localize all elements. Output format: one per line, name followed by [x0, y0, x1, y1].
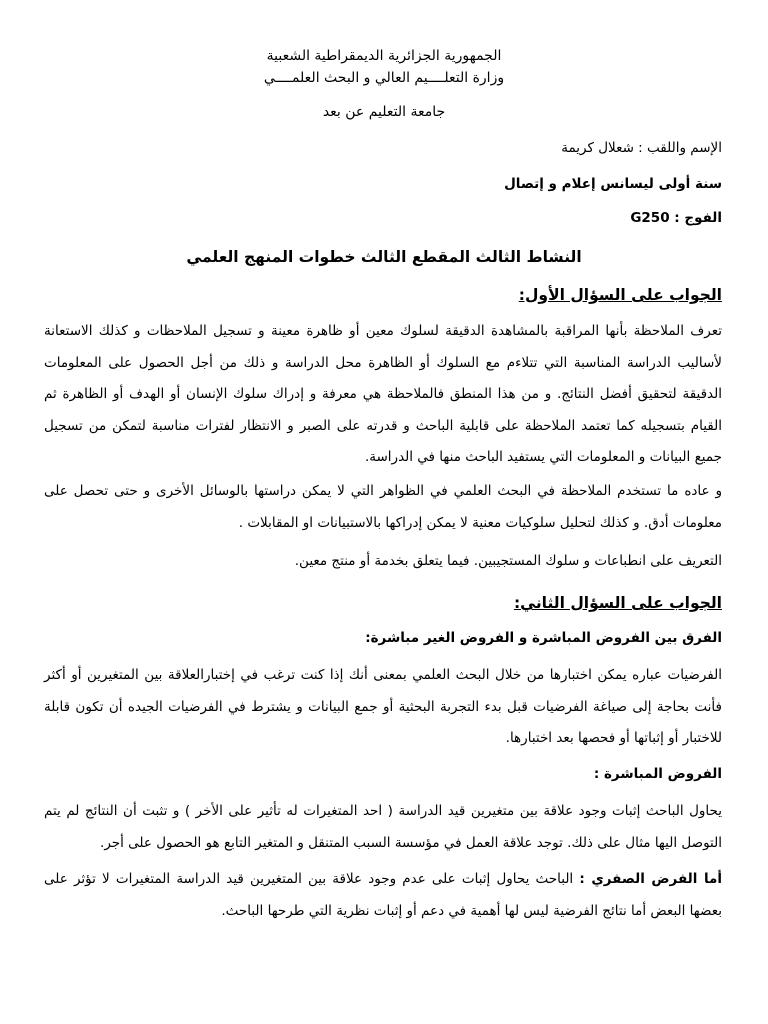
header-line-2: وزارة التعلــــيم العالي و البحث العلمــــي	[263, 70, 505, 86]
answer-1-paragraph-2: و عاده ما تستخدم الملاحظة في البحث العلمي في الظواهر التي لا يمكن دراستها بالوسائل الأخرى و حتى تحصل على معلومات أدق. و كذلك لتحليل سلوكيات معنية لا يمكن إدراكها بالاستبيانات او المقابلات .	[44, 483, 722, 531]
answer-2-paragraph-1: الفرضيات عباره يمكن اختبارها من خلال البحث العلمي بمعنى أنك إذا كنت ترغب في إختبارالعلاقة بين المتغيرين أو أكثر فأنت بحاجة إلى صياغة الفرضيات قبل بدء التجربة البحثية أو جمع البيانات و يشترط في الفرضيات الجيده أن تكون قابلة للاختبار أو إثباتها أو فحصها بعد اختبارها.	[44, 667, 722, 746]
answer-1-paragraph-1: تعرف الملاحظة بأنها المراقبة بالمشاهدة الدقيقة لسلوك معين أو ظاهرة معينة و تسجيل الملاحظات و كذلك الاستعانة لأساليب الدراسة المناسبة التي تتلاءم مع السلوك أو الظاهرة محل الدراسة و ذلك من أجل الحصول على المعلومات الدقيقة لتحقيق أفضل النتائج. و من هذا المنطق فالملاحظة هي معرفة و إدراك سلوك الإنسان أو الهدف أو الظاهرة ثم القيام بتسجيله كما تعتمد الملاحظة على قابلية الباحث و قدرته على الصبر و الانتظار لفترات مناسبة لتمكن من تسجيل جميع البيانات و المعلومات التي يستفيد الباحث منها في الدراسة.	[44, 323, 722, 465]
page-title: النشاط الثالث المقطع الثالث خطوات المنهج العلمي	[186, 248, 582, 266]
null-hypothesis-paragraph	[44, 864, 722, 927]
direct-hypotheses-heading: الفروض المباشرة :	[593, 766, 722, 782]
header-line-1: الجمهورية الجزائرية الديمقراطية الشعبية	[266, 48, 502, 64]
null-hypothesis-label: أما الفرض الصفري :	[579, 871, 722, 887]
answer-2-heading: الجواب على السؤال الثاني:	[513, 594, 722, 612]
student-year: سنة أولى ليسانس إعلام و إتصال	[504, 176, 722, 192]
null-hypothesis-text: الباحث يحاول إثبات على عدم وجود علاقة بين المتغيرين قيد الدراسة المتغيرات لا تؤثر على بعضها البعض أما نتائج الفرضية ليس لها أهمية في دعم أو إثبات نظرية التي طرحها الباحث.	[44, 871, 722, 919]
header-line-3: جامعة التعليم عن بعد	[322, 104, 446, 120]
answer-1-heading: الجواب على السؤال الأول:	[518, 286, 722, 304]
answer-1-paragraph-3: التعريف على انطباعات و سلوك المستجيبين. فيما يتعلق بخدمة أو منتج معين.	[294, 553, 722, 569]
student-group: الفوج : G250	[630, 210, 722, 226]
answer-2-paragraph-2: يحاول الباحث إثبات وجود علاقة بين متغيرين قيد الدراسة ( احد المتغيرات له تأثير على الأخر ) و تثبت أن النتائج لم يتم التوصل اليها مثال على ذلك. توجد علاقة العمل في مؤسسة السبب المتنقل و المتغير التابع هو الحصول على أجر.	[44, 803, 722, 851]
answer-2-subheading: الفرق بين الفروض المباشرة و الفروض الغير مباشرة:	[365, 630, 722, 646]
student-name: الإسم واللقب : شعلال كريمة	[561, 140, 722, 156]
